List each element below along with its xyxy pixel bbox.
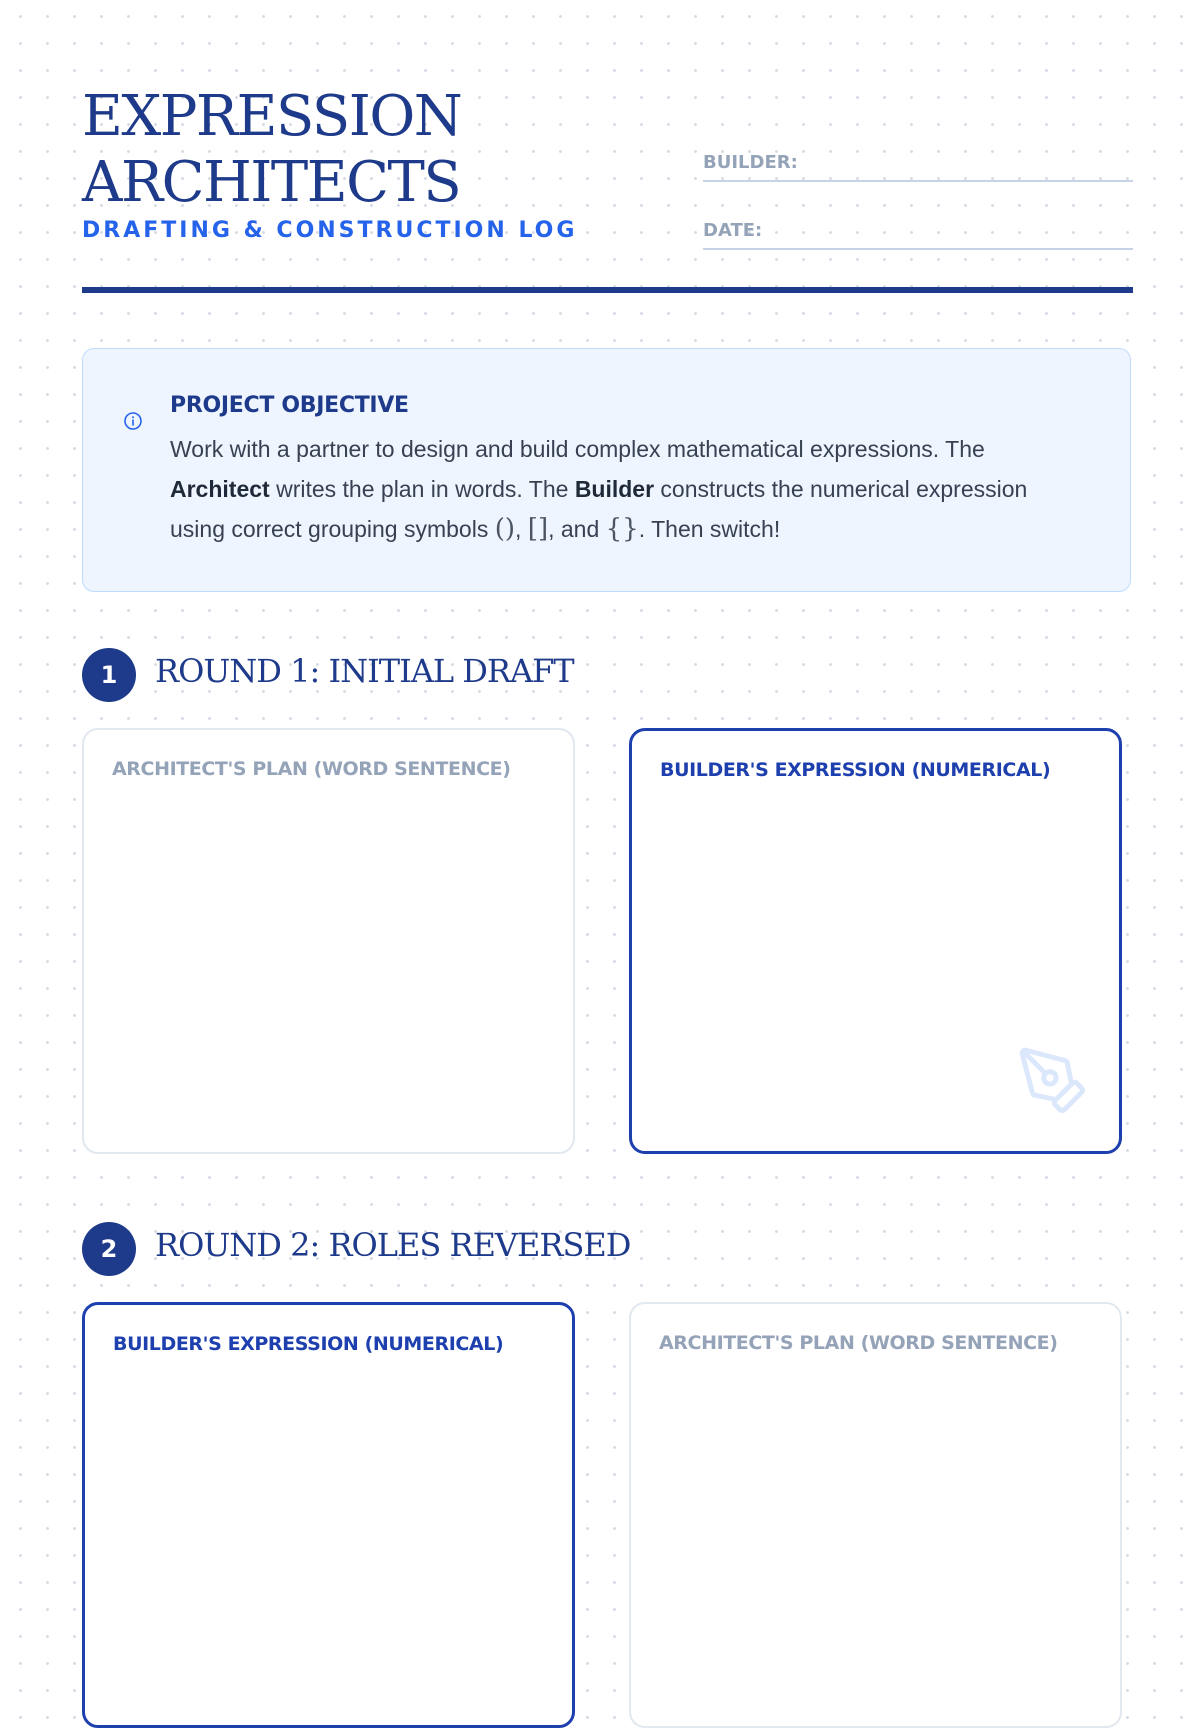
round-1-builder-expression-box[interactable] [629,728,1122,1154]
title-line-2: ARCHITECTS [82,150,461,215]
builder-label: BUILDER: [703,152,798,173]
round-2-architect-plan-label: ARCHITECT'S PLAN (WORD SENTENCE) [659,1332,1058,1354]
objective-text-part-3: constructs the numerical expression using correct grouping symbols [170,476,1028,542]
round-2-badge: 2 [82,1222,136,1276]
objective-text-part-2: writes the plan in words. The [269,476,575,502]
worksheet-subtitle: DRAFTING & CONSTRUCTION LOG [82,218,578,243]
objective-architect-term: Architect [170,476,270,502]
brackets-symbol: [] [527,514,549,544]
round-1-title: ROUND 1: INITIAL DRAFT [155,652,574,690]
title-line-1: EXPRESSION [82,84,462,149]
date-field[interactable] [703,214,1133,250]
round-1-architect-plan-box[interactable] [82,728,575,1154]
worksheet-page [82,0,1133,1600]
header-divider [82,287,1133,293]
round-2-architect-plan-box[interactable] [629,1302,1122,1728]
objective-text-part-1: Work with a partner to design and build complex mathematical expressions. The [170,436,985,462]
project-objective-callout [82,348,1131,592]
pen-tool-icon [1016,1044,1090,1118]
round-1-architect-plan-label: ARCHITECT'S PLAN (WORD SENTENCE) [112,758,511,780]
round-1-builder-expression-label: BUILDER'S EXPRESSION (NUMERICAL) [660,759,1051,781]
objective-separator-2: , and [548,516,606,542]
objective-text-part-4: . Then switch! [638,516,781,542]
info-icon [123,411,143,431]
worksheet-title [82,84,461,216]
parentheses-symbol: () [494,514,516,544]
objective-builder-term: Builder [574,476,655,502]
round-2-builder-expression-box[interactable] [82,1302,575,1728]
worksheet-header [82,80,1133,300]
objective-separator-1: , [515,516,528,542]
round-2-title: ROUND 2: ROLES REVERSED [155,1226,631,1264]
round-2-builder-expression-label: BUILDER'S EXPRESSION (NUMERICAL) [113,1333,504,1355]
braces-symbol: {} [605,514,639,544]
round-1-badge: 1 [82,648,136,702]
builder-name-field[interactable] [703,146,1133,182]
date-label: DATE: [703,220,763,241]
objective-text [170,429,1080,549]
objective-title: PROJECT OBJECTIVE [170,393,409,418]
